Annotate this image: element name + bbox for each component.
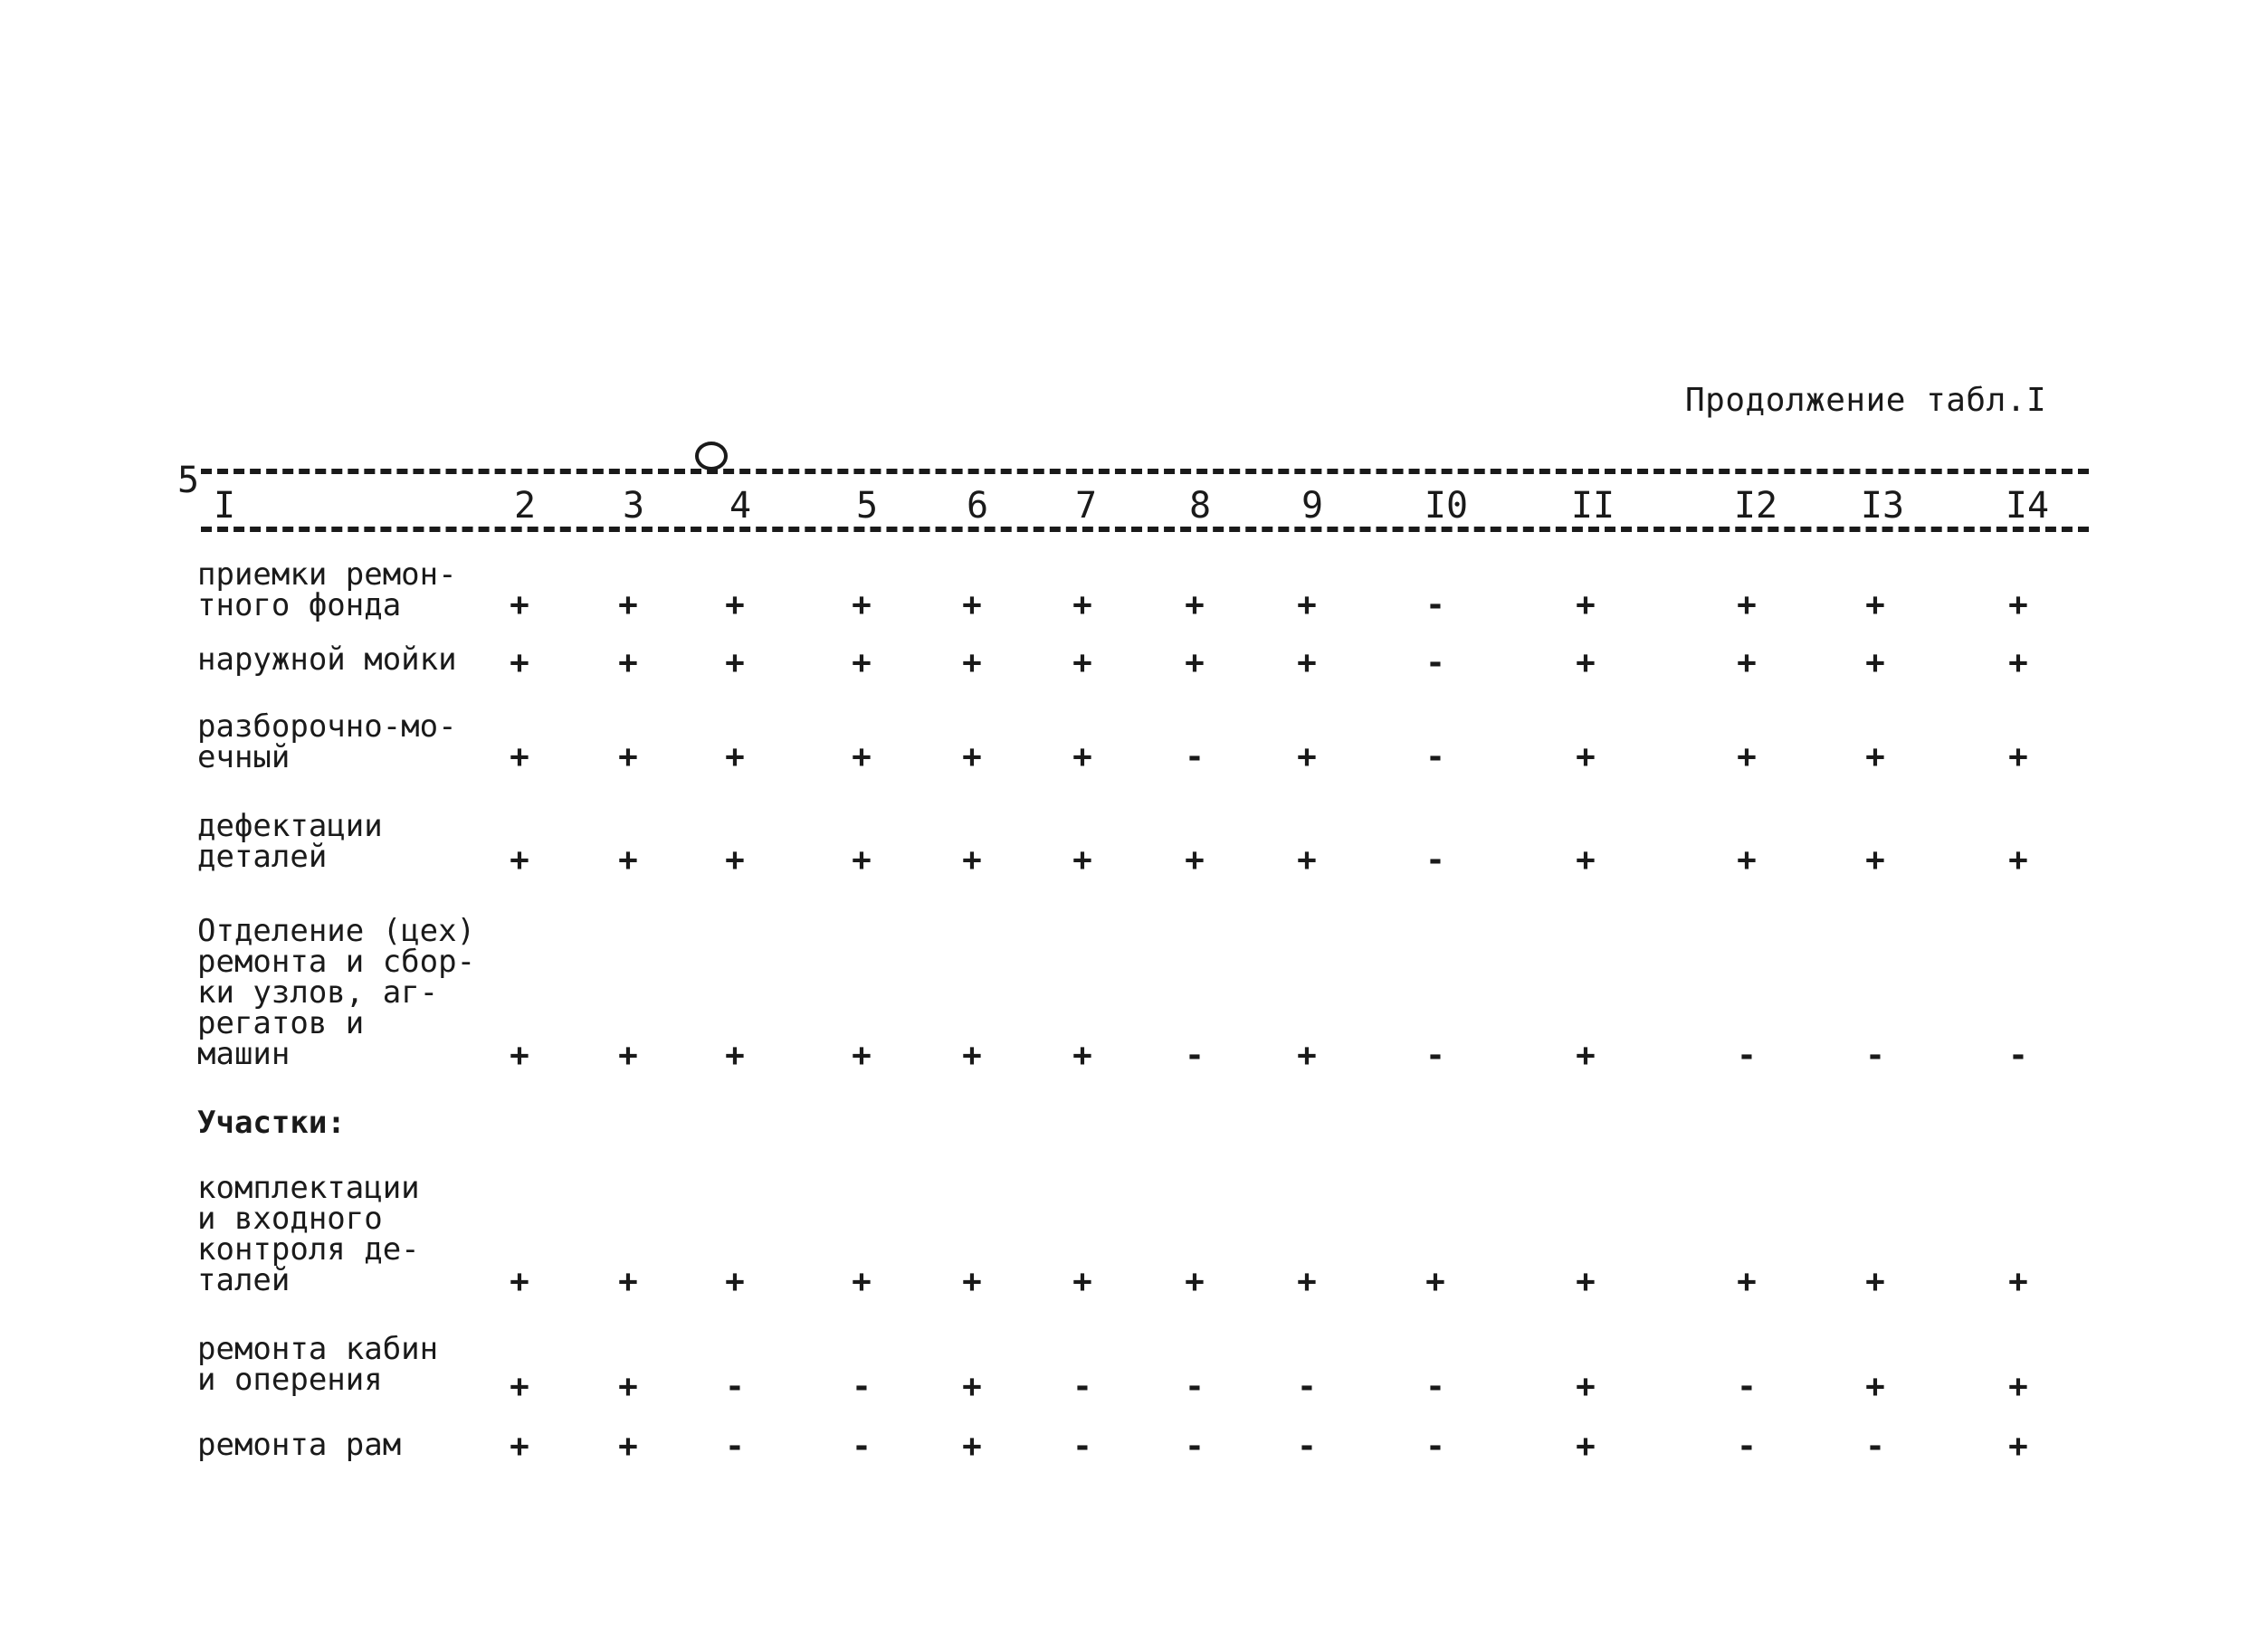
plus-mark: + [618, 644, 638, 681]
column-header: 8 [1188, 485, 1212, 527]
plus-mark: + [618, 1037, 638, 1074]
minus-mark: - [1185, 1428, 1205, 1465]
minus-mark: - [1425, 1428, 1445, 1465]
minus-mark: - [2008, 1037, 2028, 1074]
table-top-rule [201, 469, 2089, 474]
plus-mark: + [1737, 644, 1757, 681]
minus-mark: - [1737, 1037, 1757, 1074]
plus-mark: + [1576, 586, 1596, 623]
column-header: 4 [729, 485, 752, 527]
plus-mark: + [962, 738, 982, 775]
plus-mark: + [962, 1263, 982, 1300]
column-header: II [1570, 485, 1615, 527]
minus-mark: - [1425, 841, 1445, 879]
plus-mark: + [852, 738, 872, 775]
plus-mark: + [962, 1037, 982, 1074]
column-header: 9 [1301, 485, 1324, 527]
plus-mark: + [725, 586, 745, 623]
plus-mark: + [618, 738, 638, 775]
plus-mark: + [852, 1037, 872, 1074]
plus-mark: + [1576, 1428, 1596, 1465]
minus-mark: - [1425, 644, 1445, 681]
minus-mark: - [1425, 1368, 1445, 1405]
column-header: I0 [1424, 485, 1469, 527]
plus-mark: + [1297, 586, 1317, 623]
plus-mark: + [1576, 738, 1596, 775]
plus-mark: + [1576, 841, 1596, 879]
plus-mark: + [1576, 1368, 1596, 1405]
plus-mark: + [1425, 1263, 1445, 1300]
plus-mark: + [852, 841, 872, 879]
table-header-rule [201, 527, 2089, 532]
plus-mark: + [725, 1263, 745, 1300]
column-header: I3 [1860, 485, 1905, 527]
plus-mark: + [510, 586, 529, 623]
plus-mark: + [1576, 1037, 1596, 1074]
plus-mark: + [1297, 738, 1317, 775]
plus-mark: + [1072, 1037, 1092, 1074]
plus-mark: + [1865, 1263, 1885, 1300]
plus-mark: + [1737, 586, 1757, 623]
minus-mark: - [1185, 1037, 1205, 1074]
circle-mark-icon [695, 442, 728, 470]
column-header: I2 [1733, 485, 1778, 527]
column-header: 5 [855, 485, 879, 527]
minus-mark: - [1072, 1428, 1092, 1465]
row-label: комплектации и входного контроля де- талей [197, 1170, 420, 1298]
minus-mark: - [1865, 1428, 1885, 1465]
plus-mark: + [510, 841, 529, 879]
row-label: разборочно-мо- ечный [197, 708, 457, 775]
plus-mark: + [725, 1037, 745, 1074]
row-label: ремонта рам [197, 1427, 402, 1463]
minus-mark: - [1185, 738, 1205, 775]
column-header: 7 [1074, 485, 1098, 527]
plus-mark: + [618, 1263, 638, 1300]
row-label: приемки ремон- тного фонда [197, 556, 457, 623]
minus-mark: - [1737, 1428, 1757, 1465]
plus-mark: + [1297, 1263, 1317, 1300]
plus-mark: + [1072, 738, 1092, 775]
minus-mark: - [725, 1368, 745, 1405]
plus-mark: + [962, 1428, 982, 1465]
plus-mark: + [1865, 644, 1885, 681]
minus-mark: - [725, 1428, 745, 1465]
table-continuation-caption: Продолжение табл.I [1685, 382, 2047, 419]
minus-mark: - [1297, 1428, 1317, 1465]
plus-mark: + [618, 841, 638, 879]
plus-mark: + [1737, 1263, 1757, 1300]
plus-mark: + [618, 1428, 638, 1465]
minus-mark: - [1425, 586, 1445, 623]
column-header: 6 [966, 485, 989, 527]
minus-mark: - [852, 1368, 872, 1405]
plus-mark: + [1865, 738, 1885, 775]
plus-mark: + [1297, 841, 1317, 879]
minus-mark: - [1425, 738, 1445, 775]
plus-mark: + [2008, 738, 2028, 775]
plus-mark: + [1072, 841, 1092, 879]
plus-mark: + [510, 738, 529, 775]
plus-mark: + [852, 586, 872, 623]
plus-mark: + [618, 586, 638, 623]
plus-mark: + [1865, 586, 1885, 623]
plus-mark: + [962, 586, 982, 623]
plus-mark: + [1737, 841, 1757, 879]
plus-mark: + [618, 1368, 638, 1405]
plus-mark: + [1185, 841, 1205, 879]
margin-mark: 5 [177, 460, 200, 501]
minus-mark: - [1865, 1037, 1885, 1074]
plus-mark: + [510, 1368, 529, 1405]
plus-mark: + [1072, 644, 1092, 681]
plus-mark: + [725, 841, 745, 879]
row-label: дефектации деталей [197, 808, 383, 875]
plus-mark: + [2008, 586, 2028, 623]
minus-mark: - [1072, 1368, 1092, 1405]
plus-mark: + [962, 644, 982, 681]
plus-mark: + [2008, 1368, 2028, 1405]
column-header: 3 [622, 485, 645, 527]
plus-mark: + [510, 644, 529, 681]
plus-mark: + [1737, 738, 1757, 775]
minus-mark: - [1297, 1368, 1317, 1405]
plus-mark: + [962, 841, 982, 879]
plus-mark: + [852, 644, 872, 681]
plus-mark: + [1576, 644, 1596, 681]
minus-mark: - [852, 1428, 872, 1465]
column-header: 2 [513, 485, 537, 527]
row-label: наружной мойки [197, 641, 457, 678]
plus-mark: + [1185, 644, 1205, 681]
plus-mark: + [1576, 1263, 1596, 1300]
plus-mark: + [2008, 1428, 2028, 1465]
plus-mark: + [510, 1428, 529, 1465]
plus-mark: + [2008, 1263, 2028, 1300]
section-heading: Участки: [197, 1105, 346, 1141]
column-header: I4 [2005, 485, 2050, 527]
plus-mark: + [725, 738, 745, 775]
plus-mark: + [1865, 1368, 1885, 1405]
plus-mark: + [1185, 1263, 1205, 1300]
plus-mark: + [1072, 1263, 1092, 1300]
row-label: Отделение (цех) ремонта и сбор- ки узлов, аг- регатов и машин [197, 913, 476, 1072]
plus-mark: + [2008, 644, 2028, 681]
row-label: ремонта кабин и оперения [197, 1331, 439, 1398]
plus-mark: + [1072, 586, 1092, 623]
minus-mark: - [1737, 1368, 1757, 1405]
plus-mark: + [852, 1263, 872, 1300]
plus-mark: + [510, 1263, 529, 1300]
plus-mark: + [962, 1368, 982, 1405]
minus-mark: - [1425, 1037, 1445, 1074]
plus-mark: + [1297, 644, 1317, 681]
plus-mark: + [1865, 841, 1885, 879]
plus-mark: + [725, 644, 745, 681]
plus-mark: + [1297, 1037, 1317, 1074]
plus-mark: + [1185, 586, 1205, 623]
minus-mark: - [1185, 1368, 1205, 1405]
column-header: I [214, 485, 236, 527]
plus-mark: + [510, 1037, 529, 1074]
plus-mark: + [2008, 841, 2028, 879]
